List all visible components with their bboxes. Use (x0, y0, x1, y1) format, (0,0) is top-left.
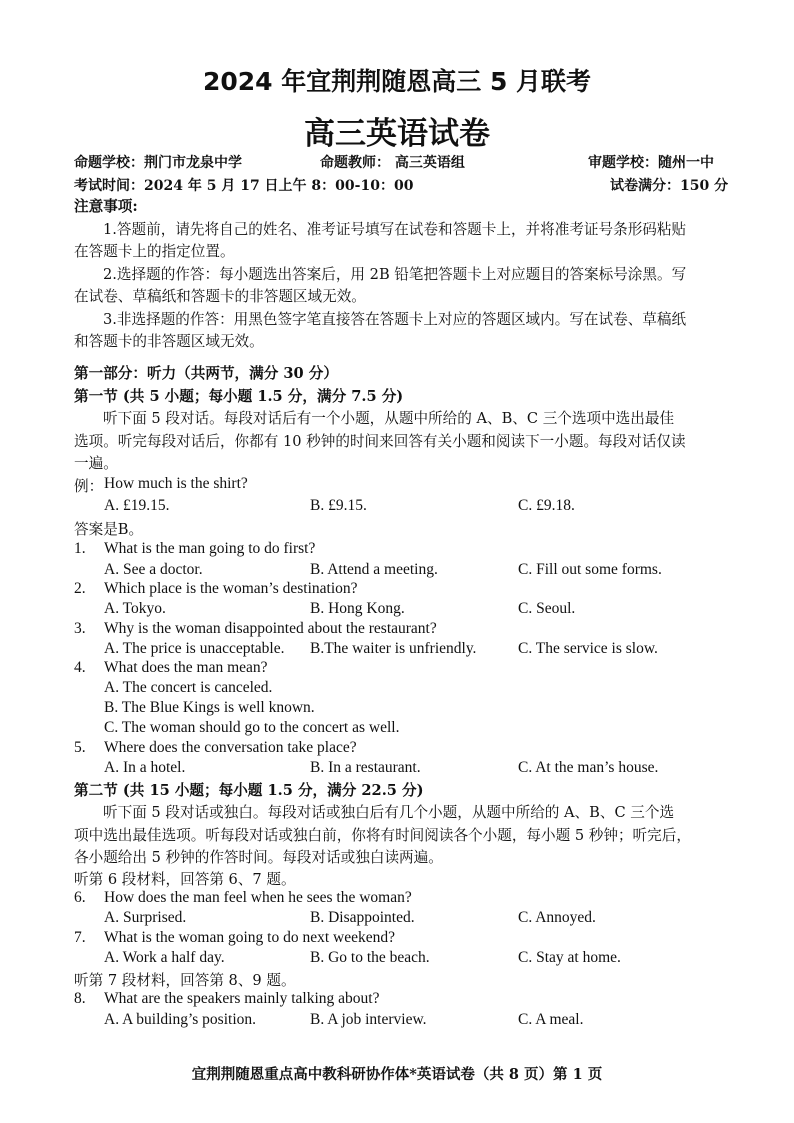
notice-line: 1.答题前，请先将自己的姓名、准考证号填写在试卷和答题卡上，并将准考证号条形码粘贴 (103, 221, 687, 238)
example-option-b: B. £9.15. (310, 497, 367, 514)
option-a: A. Surprised. (104, 909, 187, 926)
option-c: C. A meal. (518, 1011, 584, 1028)
option-b: B. Attend a meeting. (310, 561, 438, 578)
material-instruction: 听第 6 段材料，回答第 6、7 题。 (74, 871, 296, 888)
question-text: What is the man going to do first? (104, 540, 316, 557)
option-c: C. Fill out some forms. (518, 561, 662, 578)
question-text: Which place is the woman’s destination? (104, 580, 358, 597)
option-c: C. The woman should go to the concert as well. (104, 719, 400, 736)
exam-title: 2024 年宜荆荆随恩高三 5 月联考 (202, 67, 592, 96)
section2-heading: 第二节 (共 15 小题；每小题 1.5 分，满分 22.5 分) (74, 782, 424, 799)
option-c: C. Annoyed. (518, 909, 596, 926)
option-c: C. The service is slow. (518, 640, 658, 657)
section2-intro: 项中选出最佳选项。听每段对话或独白前，你将有时间阅读各个小题，每小题 5 秒钟；听完后， (74, 827, 691, 844)
option-b: B. Hong Kong. (310, 600, 405, 617)
question-number: 8. (74, 990, 86, 1007)
question-text: Why is the woman disappointed about the restaurant? (104, 620, 437, 637)
option-a: A. Work a half day. (104, 949, 225, 966)
notice-line: 2.选择题的作答：每小题选出答案后，用 2B 铅笔把答题卡上对应题目的答案标号涂黑。写 (103, 266, 687, 283)
notice-line: 3.非选择题的作答：用黑色签字笔直接答在答题卡上对应的答题区域内。写在试卷、草稿纸 (103, 311, 687, 328)
example-option-c: C. £9.18. (518, 497, 575, 514)
option-a: A. In a hotel. (104, 759, 186, 776)
section2-intro: 各小题给出 5 秒钟的作答时间。每段对话或独白读两遍。 (74, 849, 443, 866)
example-question: How much is the shirt? (104, 475, 248, 492)
option-c: C. Stay at home. (518, 949, 621, 966)
section1-intro: 听下面 5 段对话。每段对话后有一个小题，从题中所给的 A、B、C 三个选项中选出最佳 (103, 410, 675, 427)
question-number: 1. (74, 540, 86, 557)
notice-line: 和答题卡的非答题区域无效。 (74, 333, 264, 350)
example-answer: 答案是B。 (74, 521, 144, 538)
question-number: 4. (74, 659, 86, 676)
meta-reviewer: 审题学校：随州一中 (588, 155, 714, 171)
example-label: 例： (74, 478, 104, 495)
notice-line: 在试卷、草稿纸和答题卡的非答题区域无效。 (74, 288, 366, 305)
section2-intro: 听下面 5 段对话或独白。每段对话或独白后有几个小题，从题中所给的 A、B、C 三个选 (103, 804, 675, 821)
option-c: C. Seoul. (518, 600, 576, 617)
question-text: What does the man mean? (104, 659, 268, 676)
option-a: A. Tokyo. (104, 600, 166, 617)
material-instruction: 听第 7 段材料，回答第 8、9 题。 (74, 972, 296, 989)
option-c: C. At the man’s house. (518, 759, 659, 776)
example-option-a: A. £19.15. (104, 497, 170, 514)
meta-school: 命题学校：荆门市龙泉中学 (74, 155, 242, 171)
option-a: A. The price is unacceptable. (104, 640, 285, 657)
option-b: B. In a restaurant. (310, 759, 421, 776)
question-text: Where does the conversation take place? (104, 739, 357, 756)
question-number: 6. (74, 889, 86, 906)
option-a: A. A building’s position. (104, 1011, 257, 1028)
meta-teacher: 命题教师： 高三英语组 (320, 155, 465, 171)
option-b: B.The waiter is unfriendly. (310, 640, 477, 657)
option-b: B. A job interview. (310, 1011, 427, 1028)
question-text: How does the man feel when he sees the woman? (104, 889, 412, 906)
section1-heading: 第一节 (共 5 小题；每小题 1.5 分，满分 7.5 分) (74, 388, 404, 405)
notice-heading: 注意事项: (74, 198, 138, 215)
page-footer: 宜荆荆随恩重点高中教科研协作体*英语试卷（共 8 页）第 1 页 (191, 1066, 603, 1083)
option-a: A. See a doctor. (104, 561, 203, 578)
question-number: 2. (74, 580, 86, 597)
option-b: B. Disappointed. (310, 909, 415, 926)
meta-score: 试卷满分：150 分 (610, 178, 729, 194)
question-number: 3. (74, 620, 86, 637)
paper-subtitle: 高三英语试卷 (304, 116, 490, 152)
option-b: B. The Blue Kings is well known. (104, 699, 315, 716)
section1-intro: 选项。听完每段对话后，你都有 10 秒钟的时间来回答有关小题和阅读下一小题。每段对话仅读 (74, 433, 686, 450)
section1-intro: 一遍。 (74, 455, 118, 472)
question-text: What is the woman going to do next weekend? (104, 929, 395, 946)
option-a: A. The concert is canceled. (104, 679, 273, 696)
question-text: What are the speakers mainly talking about? (104, 990, 380, 1007)
option-b: B. Go to the beach. (310, 949, 430, 966)
question-number: 5. (74, 739, 86, 756)
part1-heading: 第一部分：听力（共两节，满分 30 分） (74, 365, 338, 382)
question-number: 7. (74, 929, 86, 946)
meta-time: 考试时间：2024 年 5 月 17 日上午 8：00-10：00 (74, 178, 414, 194)
notice-line: 在答题卡上的指定位置。 (74, 243, 235, 260)
